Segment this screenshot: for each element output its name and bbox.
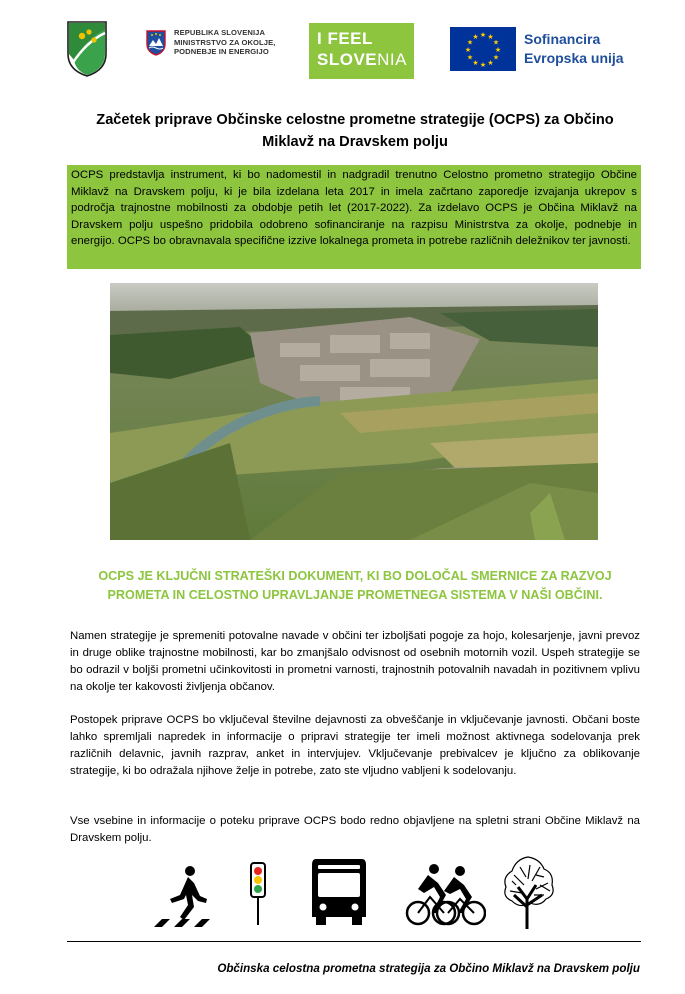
footer-text: Občinska celostna prometna strategija za Občino Miklavž na Dravskem polju (217, 962, 640, 975)
aerial-photo (110, 283, 598, 540)
eu-text-line-1: Sofinancira (524, 31, 601, 47)
eu-flag-icon (450, 27, 516, 71)
ministry-logo (146, 28, 276, 78)
ifeel-line-2a: SLOVE (317, 50, 378, 69)
svg-text:★: ★ (487, 33, 494, 41)
footer-divider (67, 941, 641, 942)
svg-text:★: ★ (464, 46, 472, 54)
paragraph-process: Postopek priprave OCPS bo vključeval številne dejavnosti za obveščanje in vključevanje javnosti. Občani boste lahko spremljali napredek in informacije o pripravi strategije ter imeli možnost aktivnega sodelovanja prek različnih delavnic, javnih razprav, anket in intervjujev. Vključevanje prebivalcev je ključno za oblikovanje strategije, ki bo odražala njihove želje in potrebe, zato ste vljudno vabljeni k sodelovanju. (70, 714, 640, 777)
ifeel-line-1: I FEEL (317, 29, 373, 48)
ministry-line-2: MINISTRSTVO ZA OKOLJE, (174, 37, 276, 47)
svg-text:★: ★ (494, 46, 502, 54)
svg-text:★: ★ (466, 53, 474, 62)
i-feel-slovenia-logo (309, 23, 414, 79)
document-title: Začetek priprave Občinske celostne prometne strategije (OCPS) za Občino Miklavž na Dravskem polju (96, 112, 614, 150)
svg-text:★: ★ (487, 59, 494, 67)
svg-text:★: ★ (492, 38, 500, 47)
svg-text:★: ★ (479, 31, 487, 39)
svg-text:★: ★ (472, 59, 479, 67)
intro-text: OCPS predstavlja instrument, ki bo nadomestil in nadgradil trenutno Celostno prometno strategijo Občine Miklavž na Dravskem polju, ki je bila izdelana leta 2017 in imela začrtano zaporedje izvajanja ukrepov s področja trajnostne mobilnosti za obdobje petih let (2017-2022). Za izdelavo OCPS je Občina Miklavž na Dravskem polju uspešno pridobila odobreno sofinanciranje na razpisu Ministrstva za okolje, podnebje in energijo. OCPS bo obravnavala specifične izzive lokalnega prometa in potrebe različnih deležnikov ter javnosti. (71, 169, 637, 247)
tree-icon (500, 855, 558, 929)
cyclists-icon (404, 863, 486, 927)
svg-text:★: ★ (466, 38, 474, 47)
slovenia-coat-of-arms-icon (146, 30, 166, 56)
eu-cofunding-logo (450, 27, 640, 71)
paragraph-purpose: Namen strategije je spremeniti potovalne navade v občini ter izboljšati pogoje za hojo, kolesarjenje, javni prevoz in druge oblike trajnostne mobilnosti, kar bo zmanjšalo odvisnost od osebnih motornih vozil. Uspeh strategije se bo odrazil v boljši prometni učinkovitosti in prometni varnosti, trajnostnih potovalnih navadah in pozitivnem vplivu na okolje ter kakovosti življenja občanov. (70, 630, 640, 693)
municipality-crest-icon (66, 20, 108, 78)
paragraph-website: Vse vsebine in informacije o poteku priprave OCPS bodo redno objavljene na spletni strani Občine Miklavž na Dravskem polju. (70, 815, 640, 844)
ministry-line-1: REPUBLIKA SLOVENIJA (174, 28, 266, 37)
mobility-icons-row (150, 855, 560, 930)
svg-text:★: ★ (492, 53, 500, 62)
svg-text:★: ★ (472, 33, 479, 41)
slogan-text: OCPS JE KLJUČNI STRATEŠKI DOKUMENT, KI BO DOLOČAL SMERNICE ZA RAZVOJ PROMETA IN CELOSTNO UPRAVLJANJE PROMETNEGA SISTEMA V NAŠI OBČINI. (98, 569, 612, 602)
ifeel-line-2b: NIA (377, 50, 407, 69)
bus-icon (310, 857, 368, 927)
pedestrian-crossing-icon (154, 865, 220, 930)
header-logos (0, 18, 685, 88)
eu-text-line-2: Evropska unija (524, 50, 624, 66)
aerial-landscape-image (110, 283, 598, 540)
ministry-line-3: PODNEBJE IN ENERGIJO (174, 47, 269, 56)
ifeel-line-2 (317, 50, 407, 70)
traffic-light-icon (248, 861, 268, 927)
svg-text:★: ★ (479, 61, 487, 69)
intro-box (67, 165, 641, 269)
